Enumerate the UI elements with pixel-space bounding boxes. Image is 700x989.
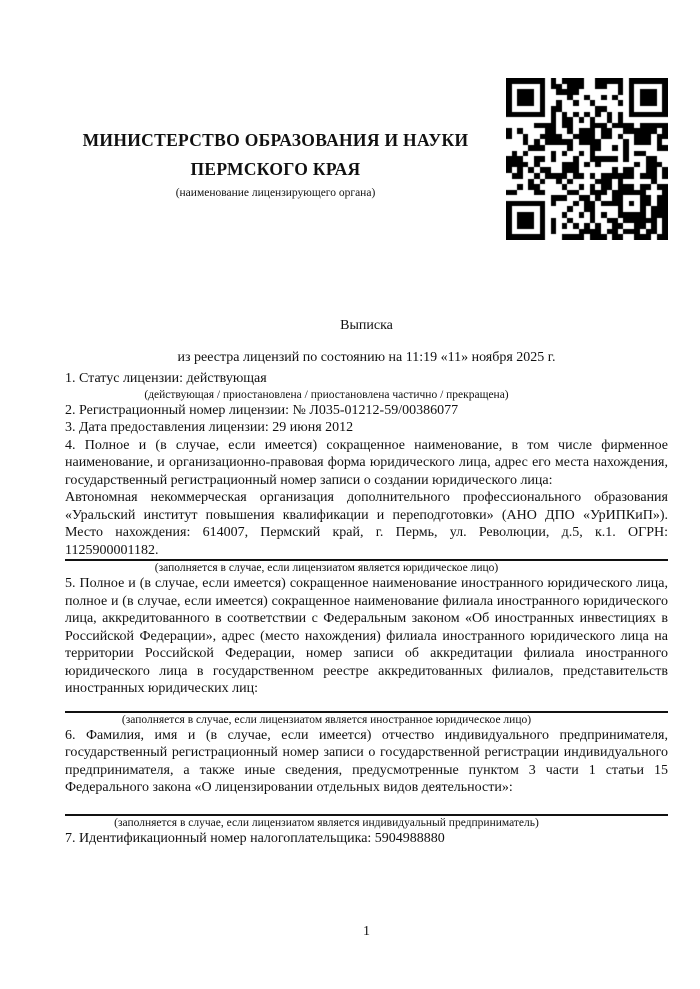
document-body	[65, 370, 668, 847]
page-number: 1	[363, 924, 370, 939]
ministry-caption: (наименование лицензирующего органа)	[175, 187, 376, 199]
item-3-grant-date: 3. Дата предоставления лицензии: 29 июня 2012	[65, 420, 354, 435]
item-7-taxpayer-number: 7. Идентификационный номер налогоплательщика: 5904988880	[65, 830, 445, 846]
item-6-blank-fill-line	[65, 797, 668, 816]
item-1-status: 1. Статус лицензии: действующая	[65, 371, 267, 386]
item-5-caption: (заполняется в случае, если лицензиатом является иностранное юридическое лицо)	[121, 713, 532, 726]
item-4-question: 4. Полное и (в случае, если имеется) сокращенное наименование, в том числе фирменное наименование, и организационно-правовая форма юридического лица, адрес его места нахождения, государственный регистрационный номер записи о создании юридического лица:	[65, 437, 668, 488]
document-title-line2: из реестра лицензий по состоянию на 11:19 «11» ноября 2025 г.	[177, 349, 556, 365]
item-5-blank-fill-line	[65, 698, 668, 713]
item-1-caption: (действующая / приостановлена / приостановлена частично / прекращена)	[144, 388, 509, 401]
item-4-caption: (заполняется в случае, если лицензиатом является юридическое лицо)	[154, 562, 499, 574]
item-5-question: 5. Полное и (в случае, если имеется) сокращенное наименование иностранного юридического лица, полное и (в случае, если имеется) сокращенное наименование филиала иностранного юридического лица, аккредитованного в соответствии с Федеральным законом «Об иностранных инвестициях в Российской Федерации», адрес (место нахождения) филиала иностранного юридического лица на территории Российской Федерации, номер записи об аккредитации филиала иностранного юридического лица в государственном реестре аккредитованных филиалов, представительств иностранных юридических лиц:	[65, 576, 668, 696]
document-title-line1: Выписка	[340, 318, 393, 333]
item-6-question: 6. Фамилия, имя и (в случае, если имеется) отчество индивидуального предпринимателя, государственный регистрационный номер записи о государственной регистрации индивидуального предпринимателя, а также иные сведения, предусмотренные пунктом 3 части 1 статьи 15 Федерального закона «О лицензировании отдельных видов деятельности»:	[65, 727, 668, 795]
document-title	[65, 303, 668, 380]
licensing-authority-header	[65, 126, 486, 200]
ministry-name-line1: МИНИСТЕРСТВО ОБРАЗОВАНИЯ И НАУКИ	[82, 130, 469, 150]
qr-code-icon	[506, 78, 668, 240]
ministry-name-line2: ПЕРМСКОГО КРАЯ	[190, 159, 361, 179]
item-4-licensee-value: Автономная некоммерческая организация дополнительного профессионального образования «Уральский институт повышения квалификации и переподготовки» (АНО ДПО «УрИПКиП»). Место нахождения: 614007, Пермский край, г. Пермь, ул. Революции, д.5, к.1. ОГРН: 1125900001182.	[65, 489, 668, 561]
item-2-registration-number: 2. Регистрационный номер лицензии: № Л035-01212-59/00386077	[65, 402, 459, 418]
item-6-caption: (заполняется в случае, если лицензиатом является индивидуальный предприниматель)	[114, 816, 539, 829]
qr-code-container	[506, 78, 668, 240]
